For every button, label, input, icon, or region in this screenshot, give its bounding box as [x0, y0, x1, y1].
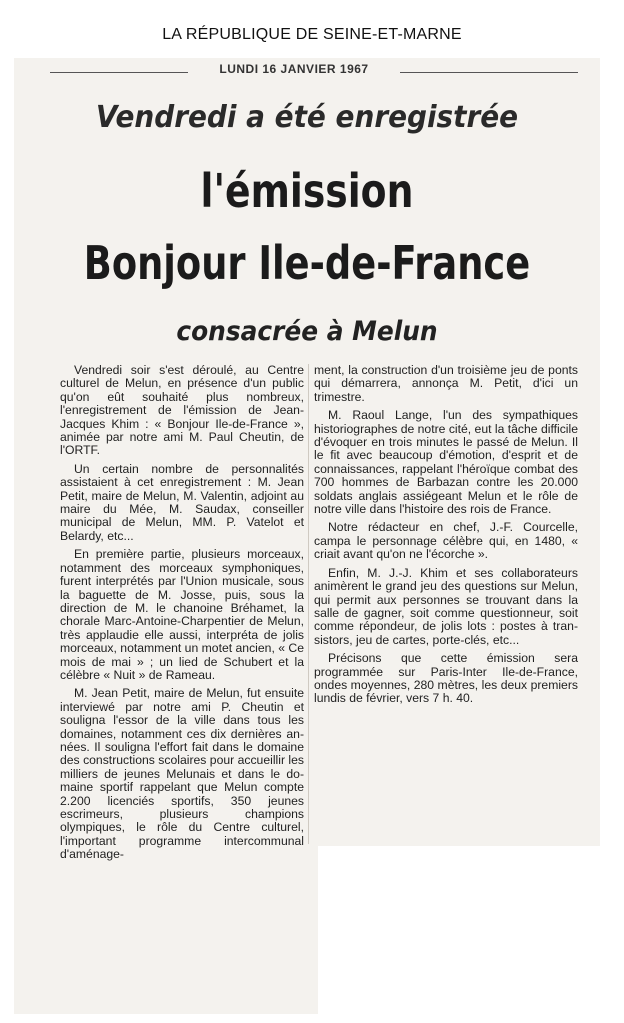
paragraph: Précisons que cette émission sera programmée sur Paris-Inter Ile-de-France, ondes moyennes, 280 mètres, les deux premiers lundis de février, vers 7 h. 40.: [314, 651, 578, 706]
article-column-right: [314, 364, 578, 711]
dateline-text: LUNDI 16 JANVIER 1967: [219, 62, 369, 76]
paragraph: M. Jean Petit, maire de Melun, fut ensuite interviewé par notre ami P. Cheutin et souligna l'essor de la ville dans tous les domaines, notamment ces dix dernières années. Il souligna l'effort fait dans le domaine des constructions scolaires pour accueillir les milliers de jeunes Melunais et dans le domaine sportif rappelant que Melun compte 2.200 licenciés sportifs, 350 jeunes escrimeurs, plusieurs champions olympiques, le rôle du Centre culturel, l'important programme intercommunal d'aménage-: [60, 686, 304, 862]
headline-line-2: Bonjour Ile-de-France: [83, 236, 531, 290]
dateline-rule-right: [400, 72, 578, 73]
clipping-paper-tail: [14, 846, 318, 1014]
newspaper-name: LA RÉPUBLIQUE DE SEINE-ET-MARNE: [162, 26, 462, 43]
article-column-left: [60, 364, 304, 867]
paragraph: Notre rédacteur en chef, J.-F. Courcelle, campa le personnage célèbre qui, en 1480, « criait avant qu'on ne l'écorche ».: [314, 520, 578, 562]
headline-kicker: Vendredi a été enregistrée: [95, 100, 519, 135]
column-divider: [308, 364, 309, 844]
dateline: [14, 58, 600, 88]
headline-line-1: l'émission: [200, 164, 414, 218]
paragraph: Vendredi soir s'est déroulé, au Centre culturel de Melun, en présence d'un public qu'on eût souhaité plus nombreux, l'enregistrement de l'émission de Jean-Jacques Khim : « Bonjour Ile-de-France », animée par notre ami M. Paul Cheutin, de l'ORTF.: [60, 363, 304, 458]
paragraph: Enfin, M. J.-J. Khim et ses collaborateurs animèrent le grand jeu des questions sur Melun, qui permit aux personnes se trouvant dans la salle de gagner, soit comme questionneur, soit comme répondeur, de jolis lots : postes à transistors, jeu de cartes, porte-clés, etc...: [314, 565, 578, 647]
headline-subhead: consacrée à Melun: [176, 316, 438, 347]
paragraph: ment, la construction d'un troisième jeu de ponts qui démarrera, annonça M. Petit, d'ici un trimestre.: [314, 363, 578, 404]
paragraph: En première partie, plusieurs morceaux, notamment des morceaux symphoniques, furent interprétés par l'Union musicale, sous la baguette de M. Josse, puis, sous la direction de M. le chanoine Bréhamet, la chorale Marc-Antoine-Charpentier de Melun, très applaudie elle aussi, interpréta de jolis morceaux, notamment un motet ancien, « Ce mois de mai » ; un lied de Schubert et la célèbre « Nuit » de Rameau.: [60, 547, 304, 682]
paragraph: M. Raoul Lange, l'un des sympathiques historiographes de notre cité, eut la tâche difficile d'évoquer en trois minutes le passé de Melun. Il le fit avec beaucoup d'émotion, d'esprit et de connaissances, rappelant l'héroïque combat des 700 hommes de Barbazan contre les 20.000 soldats anglais assiégeant Melun et le rôle de notre ville dans l'histoire des rois de France.: [314, 408, 578, 517]
dateline-rule-left: [50, 72, 188, 73]
newspaper-clipping: [14, 58, 600, 1014]
paragraph: Un certain nombre de personnalités assistaient à cet enregistrement : M. Jean Petit, maire de Melun, M. Valentin, adjoint au maire du Mée, M. Saudax, conseiller municipal de Melun, MM. P. Vatelot et Belardy, etc...: [60, 461, 304, 543]
